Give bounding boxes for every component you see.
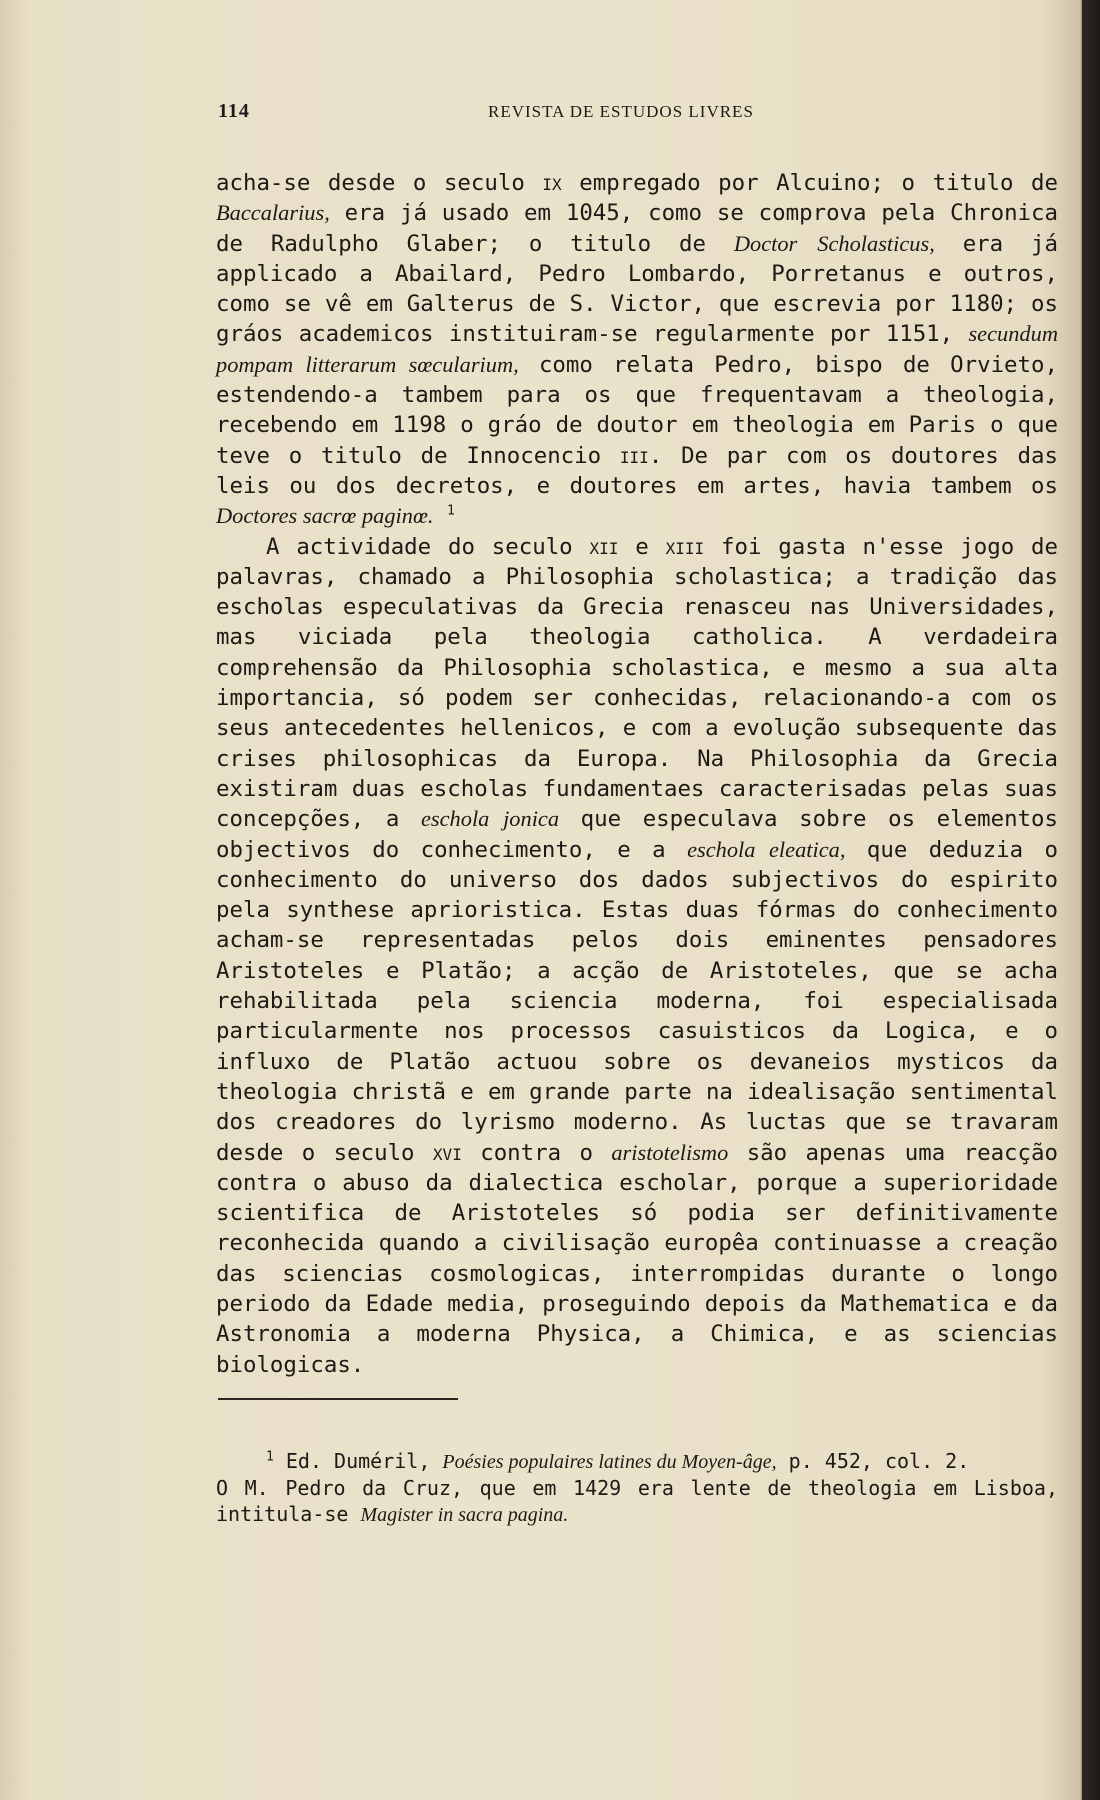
italic-term: Doctor Scholasticus, xyxy=(733,230,935,256)
footnote-marker: 1 xyxy=(446,503,455,519)
text-run: foi gasta n'esse jogo de palavras, chamado a Philosophia scholastica; a tradição das escholas especulativas da Grecia renasceu nas Universidades, mas viciada pela theologia catholica. A verdadeira comprehensão da Philosophia scholastica, e mesmo a sua alta importancia, só podem ser conhecidas, relacionando-a com os seus antecedentes hellenicos, e com a evolução subsequente das crises philosophicas da Europa. Na Philosophia da Grecia existiram duas escholas fundamentaes caracterisadas pelas suas concepções, a xyxy=(216,533,1058,833)
text-run: Ed. Duméril, xyxy=(273,1449,443,1473)
text-run: A actividade do seculo xyxy=(266,533,590,560)
text-run: acha-se desde o seculo xyxy=(216,170,543,196)
footnote-marker: 1 xyxy=(266,1449,274,1465)
text-run: O M. Pedro da Cruz, que em 1429 era lente de theologia em Lisboa, intitula-se xyxy=(216,1476,1058,1526)
roman-numeral: xii xyxy=(589,533,619,560)
footnote-1 xyxy=(216,1448,1058,1475)
footnote-divider xyxy=(218,1398,458,1400)
page-header xyxy=(218,100,1060,130)
roman-numeral: ix xyxy=(542,170,562,196)
text-run: como relata Pedro, bispo de Orvieto, estendendo-a tambem para os que frequentavam a theologia, recebendo em 1198 o gráo de doutor em theologia em Paris o que teve o titulo de Innocencio xyxy=(216,351,1058,469)
text-run: era já applicado a Abailard, Pedro Lombardo, Porretanus e outros, como se vê em Galterus de S. Victor, que escrevia por 1180; os gráos academicos instituiram-se regularmente por 1151, xyxy=(216,230,1058,348)
running-title: REVISTA DE ESTUDOS LIVRES xyxy=(488,102,754,121)
italic-term: aristotelismo xyxy=(611,1139,729,1165)
text-run: empregado por Alcuino; o titulo de xyxy=(561,170,1058,196)
roman-numeral: xiii xyxy=(665,533,705,560)
italic-term: eschola eleatica, xyxy=(687,836,846,862)
text-run: são apenas uma reacção contra o abuso da dialectica escholar, porque a superioridade scientifica de Aristoteles só podia ser definitivamente reconhecida quando a civilisação europêa continuasse a creação das sciencias cosmologicas, interrompidas durante o longo periodo da Edade media, proseguindo depois da Mathematica e da Astronomia a moderna Physica, a Chimica, e as sciencias biologicas. xyxy=(216,1139,1058,1378)
text-run: p. 452, col. 2. xyxy=(776,1449,970,1473)
paragraph-1 xyxy=(216,168,1058,532)
roman-numeral: iii xyxy=(619,442,649,469)
text-run: que especulava sobre os elementos objectivos do conhecimento, e a xyxy=(216,806,1058,863)
italic-term: eschola jonica xyxy=(420,806,560,832)
italic-term: secundum pompam litterarum sœcularium, xyxy=(216,321,1058,377)
text-run: contra o xyxy=(461,1139,612,1166)
footnote-1-continuation xyxy=(216,1475,1058,1528)
italic-term: Doctores sacrœ paginœ. xyxy=(216,503,434,529)
italic-title: Magister in sacra pagina. xyxy=(360,1504,569,1526)
text-run: e xyxy=(618,533,666,560)
text-run: . De par com os doutores das leis ou dos decretos, e doutores em artes, havia tambem os xyxy=(216,442,1058,499)
italic-term: Baccalarius, xyxy=(216,200,330,226)
body-text xyxy=(216,168,1058,1380)
text-run: que deduzia o conhecimento do universo dos dados subjectivos do espirito pela synthese aprioristica. Estas duas fórmas do conhecimento acham-se representadas pelos dois eminentes pensadores Aristoteles e Platão; a acção de Aristoteles, que se acha rehabilitada pela sciencia moderna, foi especialisada particularmente nos processos casuisticos da Logica, e o influxo de Platão actuou sobre os devaneios mysticos da theologia christã e em grande parte na idealisação sentimental dos creadores do lyrismo moderno. As luctas que se travaram desde o seculo xyxy=(216,836,1059,1166)
paragraph-2 xyxy=(216,532,1058,1380)
roman-numeral: xvi xyxy=(432,1139,462,1166)
text-run: era já usado em 1045, como se comprova pela Chronica de Radulpho Glaber; o titulo de xyxy=(216,200,1058,257)
page-edge xyxy=(1082,0,1086,1800)
footnotes xyxy=(216,1448,1058,1528)
page-number: 114 xyxy=(218,100,250,122)
italic-title: Poésies populaires latines du Moyen-âge, xyxy=(442,1451,777,1473)
